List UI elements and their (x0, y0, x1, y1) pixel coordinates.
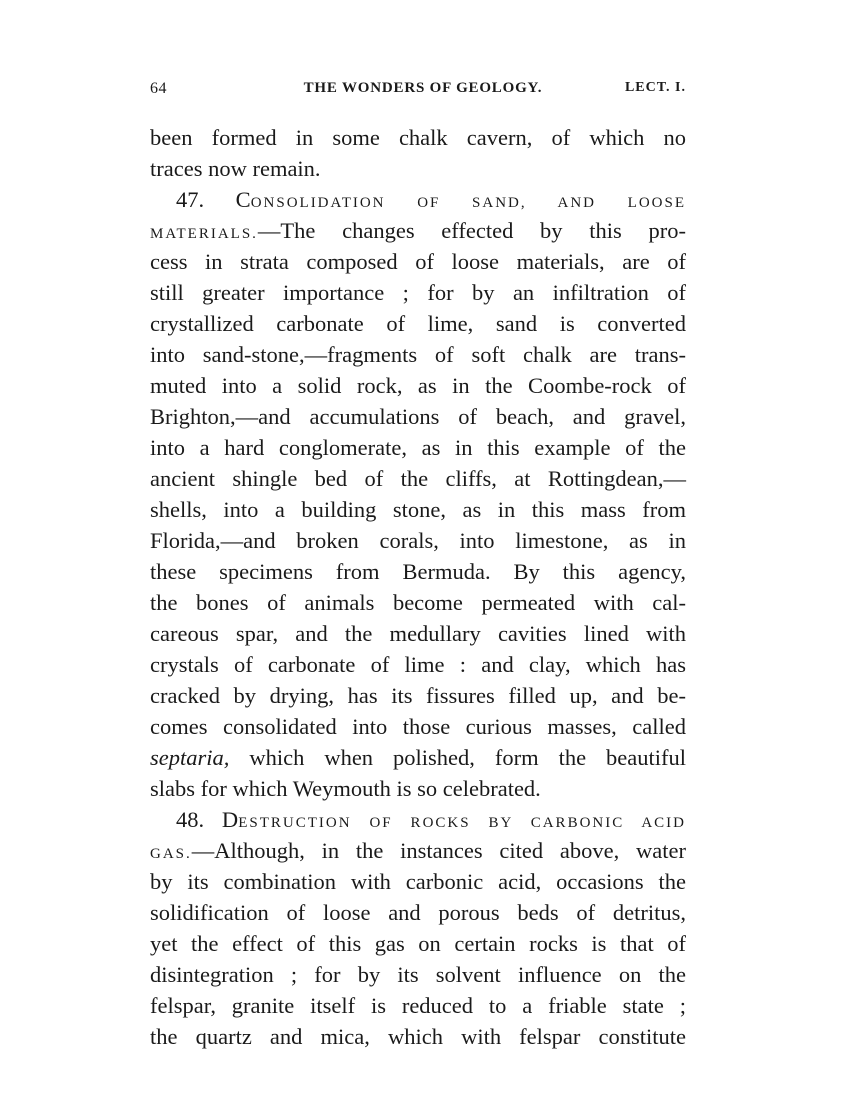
line-text: traces now remain. (150, 156, 321, 181)
text-line (150, 804, 686, 835)
line-text: crystallized carbonate of lime, sand is converted (150, 311, 686, 336)
text-line (150, 959, 686, 990)
line-text: comes consolidated into those curious masses, called (150, 714, 686, 739)
line-text: shells, into a building stone, as in this mass from (150, 497, 686, 522)
line-text: these specimens from Bermuda. By this agency, (150, 559, 686, 584)
text-line (150, 773, 686, 804)
line-text: by its combination with carbonic acid, occasions the (150, 869, 686, 894)
line-text: muted into a solid rock, as in the Coombe-rock of (150, 373, 686, 398)
section-heading-text: GAS. (150, 846, 192, 862)
line-text: into sand-stone,—fragments of soft chalk are trans- (150, 342, 686, 367)
text-line (150, 153, 686, 184)
text-line (150, 711, 686, 742)
text-line (150, 246, 686, 277)
line-text: careous spar, and the medullary cavities lined with (150, 621, 686, 646)
line-text: 47. C (176, 187, 251, 212)
text-line (150, 432, 686, 463)
line-text: which when polished, form the beautiful (229, 745, 686, 770)
line-text: solidification of loose and porous beds of detritus, (150, 900, 686, 925)
line-text: —The changes effected by this pro- (257, 218, 686, 243)
text-line (150, 556, 686, 587)
text-line (150, 680, 686, 711)
text-line (150, 463, 686, 494)
body-text (150, 122, 686, 1052)
line-text: the quartz and mica, which with felspar constitute (150, 1024, 686, 1049)
text-line (150, 277, 686, 308)
text-line (150, 897, 686, 928)
line-text: yet the effect of this gas on certain rocks is that of (150, 931, 686, 956)
line-text: 48. D (176, 807, 239, 832)
running-title: THE WONDERS OF GEOLOGY. (303, 80, 543, 96)
line-text: slabs for which Weymouth is so celebrated. (150, 776, 541, 801)
text-line (150, 401, 686, 432)
text-line (150, 215, 686, 246)
lecture-label: LECT. I. (624, 80, 686, 95)
line-text: cracked by drying, has its fissures filled up, and be- (150, 683, 686, 708)
text-line (150, 370, 686, 401)
text-line (150, 649, 686, 680)
page-header (150, 80, 686, 104)
text-line (150, 494, 686, 525)
line-text: into a hard conglomerate, as in this example of the (150, 435, 686, 460)
line-text: —Although, in the instances cited above, water (191, 838, 686, 863)
italic-text: septaria, (150, 745, 230, 770)
text-line (150, 525, 686, 556)
section-heading-text: MATERIALS. (150, 226, 258, 242)
text-line (150, 339, 686, 370)
line-text: been formed in some chalk cavern, of which no (150, 125, 686, 150)
line-text: cess in strata composed of loose materials, are of (150, 249, 686, 274)
section-heading-text: ONSOLIDATION OF SAND, AND LOOSE (250, 195, 686, 211)
text-line (150, 587, 686, 618)
line-text: still greater importance ; for by an infiltration of (150, 280, 686, 305)
line-text: crystals of carbonate of lime : and clay, which has (150, 652, 686, 677)
line-text: Florida,—and broken corals, into limestone, as in (150, 528, 686, 553)
text-line (150, 618, 686, 649)
line-text: felspar, granite itself is reduced to a friable state ; (150, 993, 686, 1018)
text-line (150, 928, 686, 959)
line-text: disintegration ; for by its solvent influence on the (150, 962, 686, 987)
text-line (150, 835, 686, 866)
text-line (150, 122, 686, 153)
text-line (150, 742, 686, 773)
line-text: the bones of animals become permeated with cal- (150, 590, 686, 615)
text-line (150, 308, 686, 339)
text-line (150, 184, 686, 215)
text-line (150, 1021, 686, 1052)
text-line (150, 866, 686, 897)
section-heading-text: ESTRUCTION OF ROCKS BY CARBONIC ACID (238, 815, 687, 831)
page-number: 64 (150, 80, 167, 97)
line-text: Brighton,—and accumulations of beach, and gravel, (150, 404, 686, 429)
line-text: ancient shingle bed of the cliffs, at Rottingdean,— (150, 466, 686, 491)
text-line (150, 990, 686, 1021)
